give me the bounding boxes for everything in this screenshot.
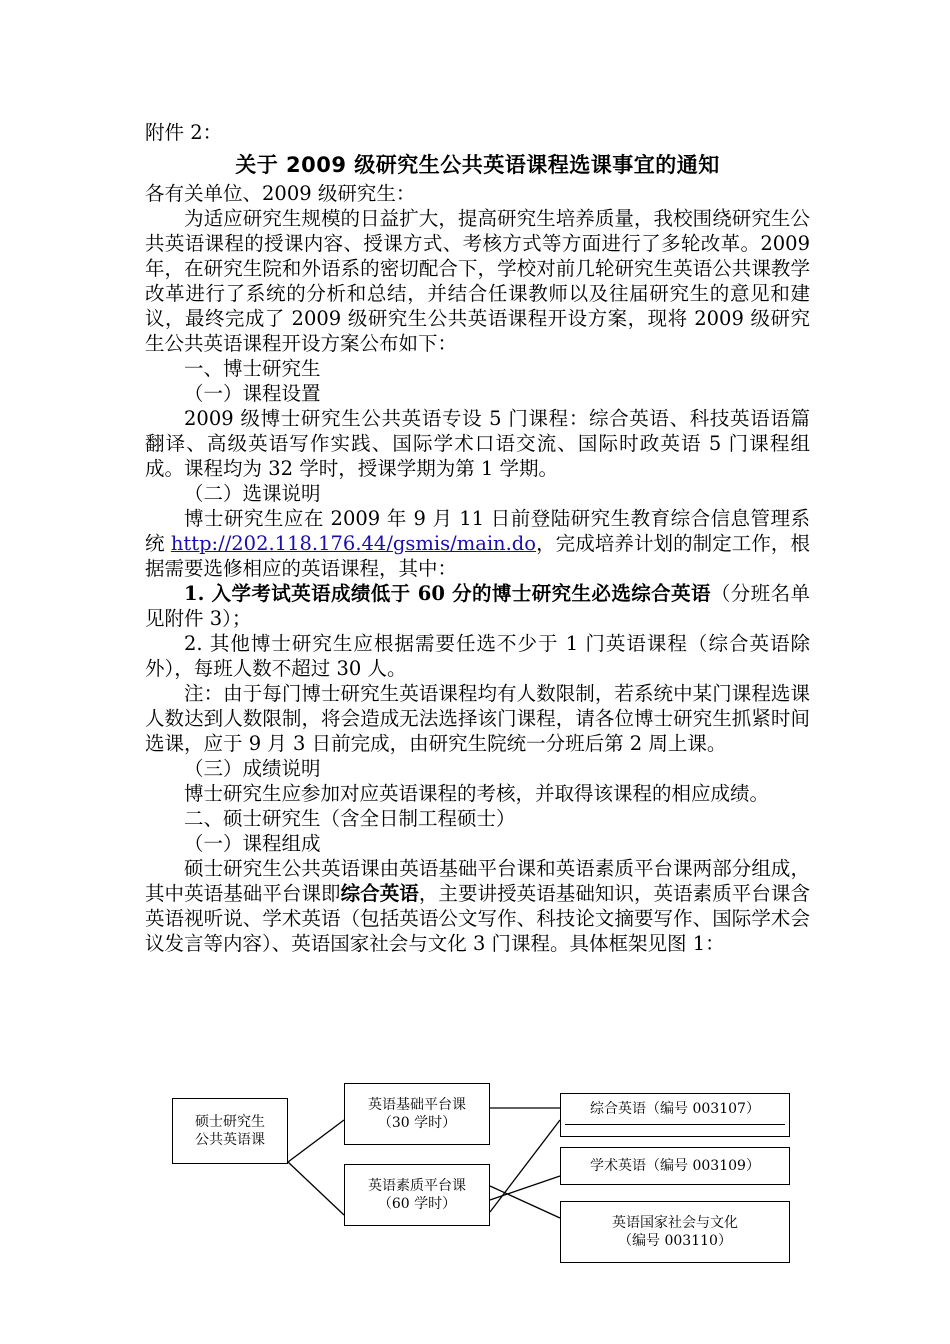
page-title: 关于 2009 级研究生公共英语课程选课事宜的通知 [235, 153, 720, 177]
composition-bold: 综合英语 [340, 882, 419, 905]
subheading-selection: （二）选课说明 [184, 482, 321, 505]
composition-paragraph [145, 856, 810, 956]
root-node-line1: 硕士研究生 [195, 1114, 265, 1130]
rule-item-1-rest: （分班名单见附件 3）； [145, 582, 810, 630]
document-body [145, 120, 810, 956]
connector-root-quality [288, 1162, 344, 1215]
subheading-composition: （一）课程组成 [184, 832, 321, 855]
course-comprehensive-divider [565, 1124, 785, 1125]
connector-quality-course2 [490, 1176, 560, 1200]
attachment-label: 附件 2： [145, 121, 223, 144]
composition-before: 硕士研究生公共英语课由英语基础平台课和英语素质平台课两部分组成，其中英语基础平台课即 [145, 857, 810, 905]
root-node-box [172, 1098, 288, 1164]
connector-quality-course1 [490, 1120, 560, 1212]
selection-text-after: ，完成培养计划的制定工作，根据需要选修相应的英语课程，其中： [145, 532, 810, 580]
root-node-line2: 公共英语课 [195, 1132, 265, 1148]
basic-platform-title: 英语基础平台课 [368, 1097, 466, 1113]
rule-item-1 [145, 581, 810, 631]
connector-quality-course3 [490, 1186, 560, 1218]
course-comprehensive-box [560, 1093, 790, 1137]
gsmis-link[interactable]: http://202.118.176.44/gsmis/main.do [170, 532, 537, 555]
course-academic-label: 学术英语（编号 003109） [590, 1158, 760, 1174]
quality-platform-hours: （60 学时） [377, 1196, 457, 1212]
course-setup-paragraph: 2009 级博士研究生公共英语专设 5 门课程：综合英语、科技英语语篇翻译、高级英语写作实践、国际学术口语交流、国际时政英语 5 门课程组成。课程均为 32 学时，授课学期为第 1 学期。 [145, 407, 810, 480]
grades-paragraph: 博士研究生应参加对应英语课程的考核，并取得该课程的相应成绩。 [184, 782, 770, 805]
subheading-grades: （三）成绩说明 [184, 757, 321, 780]
course-academic-box [560, 1147, 790, 1185]
intro-paragraph: 为适应研究生规模的日益扩大，提高研究生培养质量，我校围绕研究生公共英语课程的授课内容、授课方式、考核方式等方面进行了多轮改革。2009 年，在研究生院和外语系的密切配合下，学校对前几轮研究生英语公共课教学改革进行了系统的分析和总结，并结合任课教师以及往届研究生的意见和建议，最终完成了 2009 级研究生公共英语课程开设方案，现将 2009 级研究生公共英语课程开设方案公布如下： [145, 207, 810, 355]
course-comprehensive-label: 综合英语（编号 003107） [590, 1101, 760, 1117]
course-society-culture-box [560, 1201, 790, 1263]
salutation: 各有关单位、2009 级研究生： [145, 182, 416, 205]
connector-root-basic [288, 1120, 344, 1162]
rule-item-2: 2. 其他博士研究生应根据需要任选不少于 1 门英语课程（综合英语除外），每班人数不超过 30 人。 [145, 632, 810, 680]
selection-paragraph [145, 506, 810, 581]
basic-platform-hours: （30 学时） [377, 1115, 457, 1131]
section-heading-masters: 二、硕士研究生（含全日制工程硕士） [184, 807, 516, 830]
note-paragraph: 注：由于每门博士研究生英语课程均有人数限制，若系统中某门课程选课人数达到人数限制，将会造成无法选择该门课程，请各位博士研究生抓紧时间选课，应于 9 月 3 日前完成，由研究生院统一分班后第 2 周上课。 [145, 682, 810, 755]
rule-item-1-bold: 1. 入学考试英语成绩低于 60 分的博士研究生必选综合英语 [184, 582, 711, 605]
course-society-culture-title: 英语国家社会与文化 [612, 1215, 738, 1231]
composition-after: ，主要讲授英语基础知识，英语素质平台课含英语视听说、学术英语（包括英语公文写作、科技论文摘要写作、国际学术会议发言等内容）、英语国家社会与文化 3 门课程。具体框架见图 1： [145, 882, 810, 955]
selection-text-before: 博士研究生应在 2009 年 9 月 11 日前登陆研究生教育综合信息管理系统 [145, 507, 810, 555]
basic-platform-box [344, 1083, 490, 1145]
course-society-culture-code: （编号 003110） [618, 1233, 732, 1249]
subheading-course-setup: （一）课程设置 [184, 382, 321, 405]
quality-platform-box [344, 1164, 490, 1226]
quality-platform-title: 英语素质平台课 [368, 1178, 466, 1194]
section-heading-doctoral: 一、博士研究生 [184, 357, 321, 380]
